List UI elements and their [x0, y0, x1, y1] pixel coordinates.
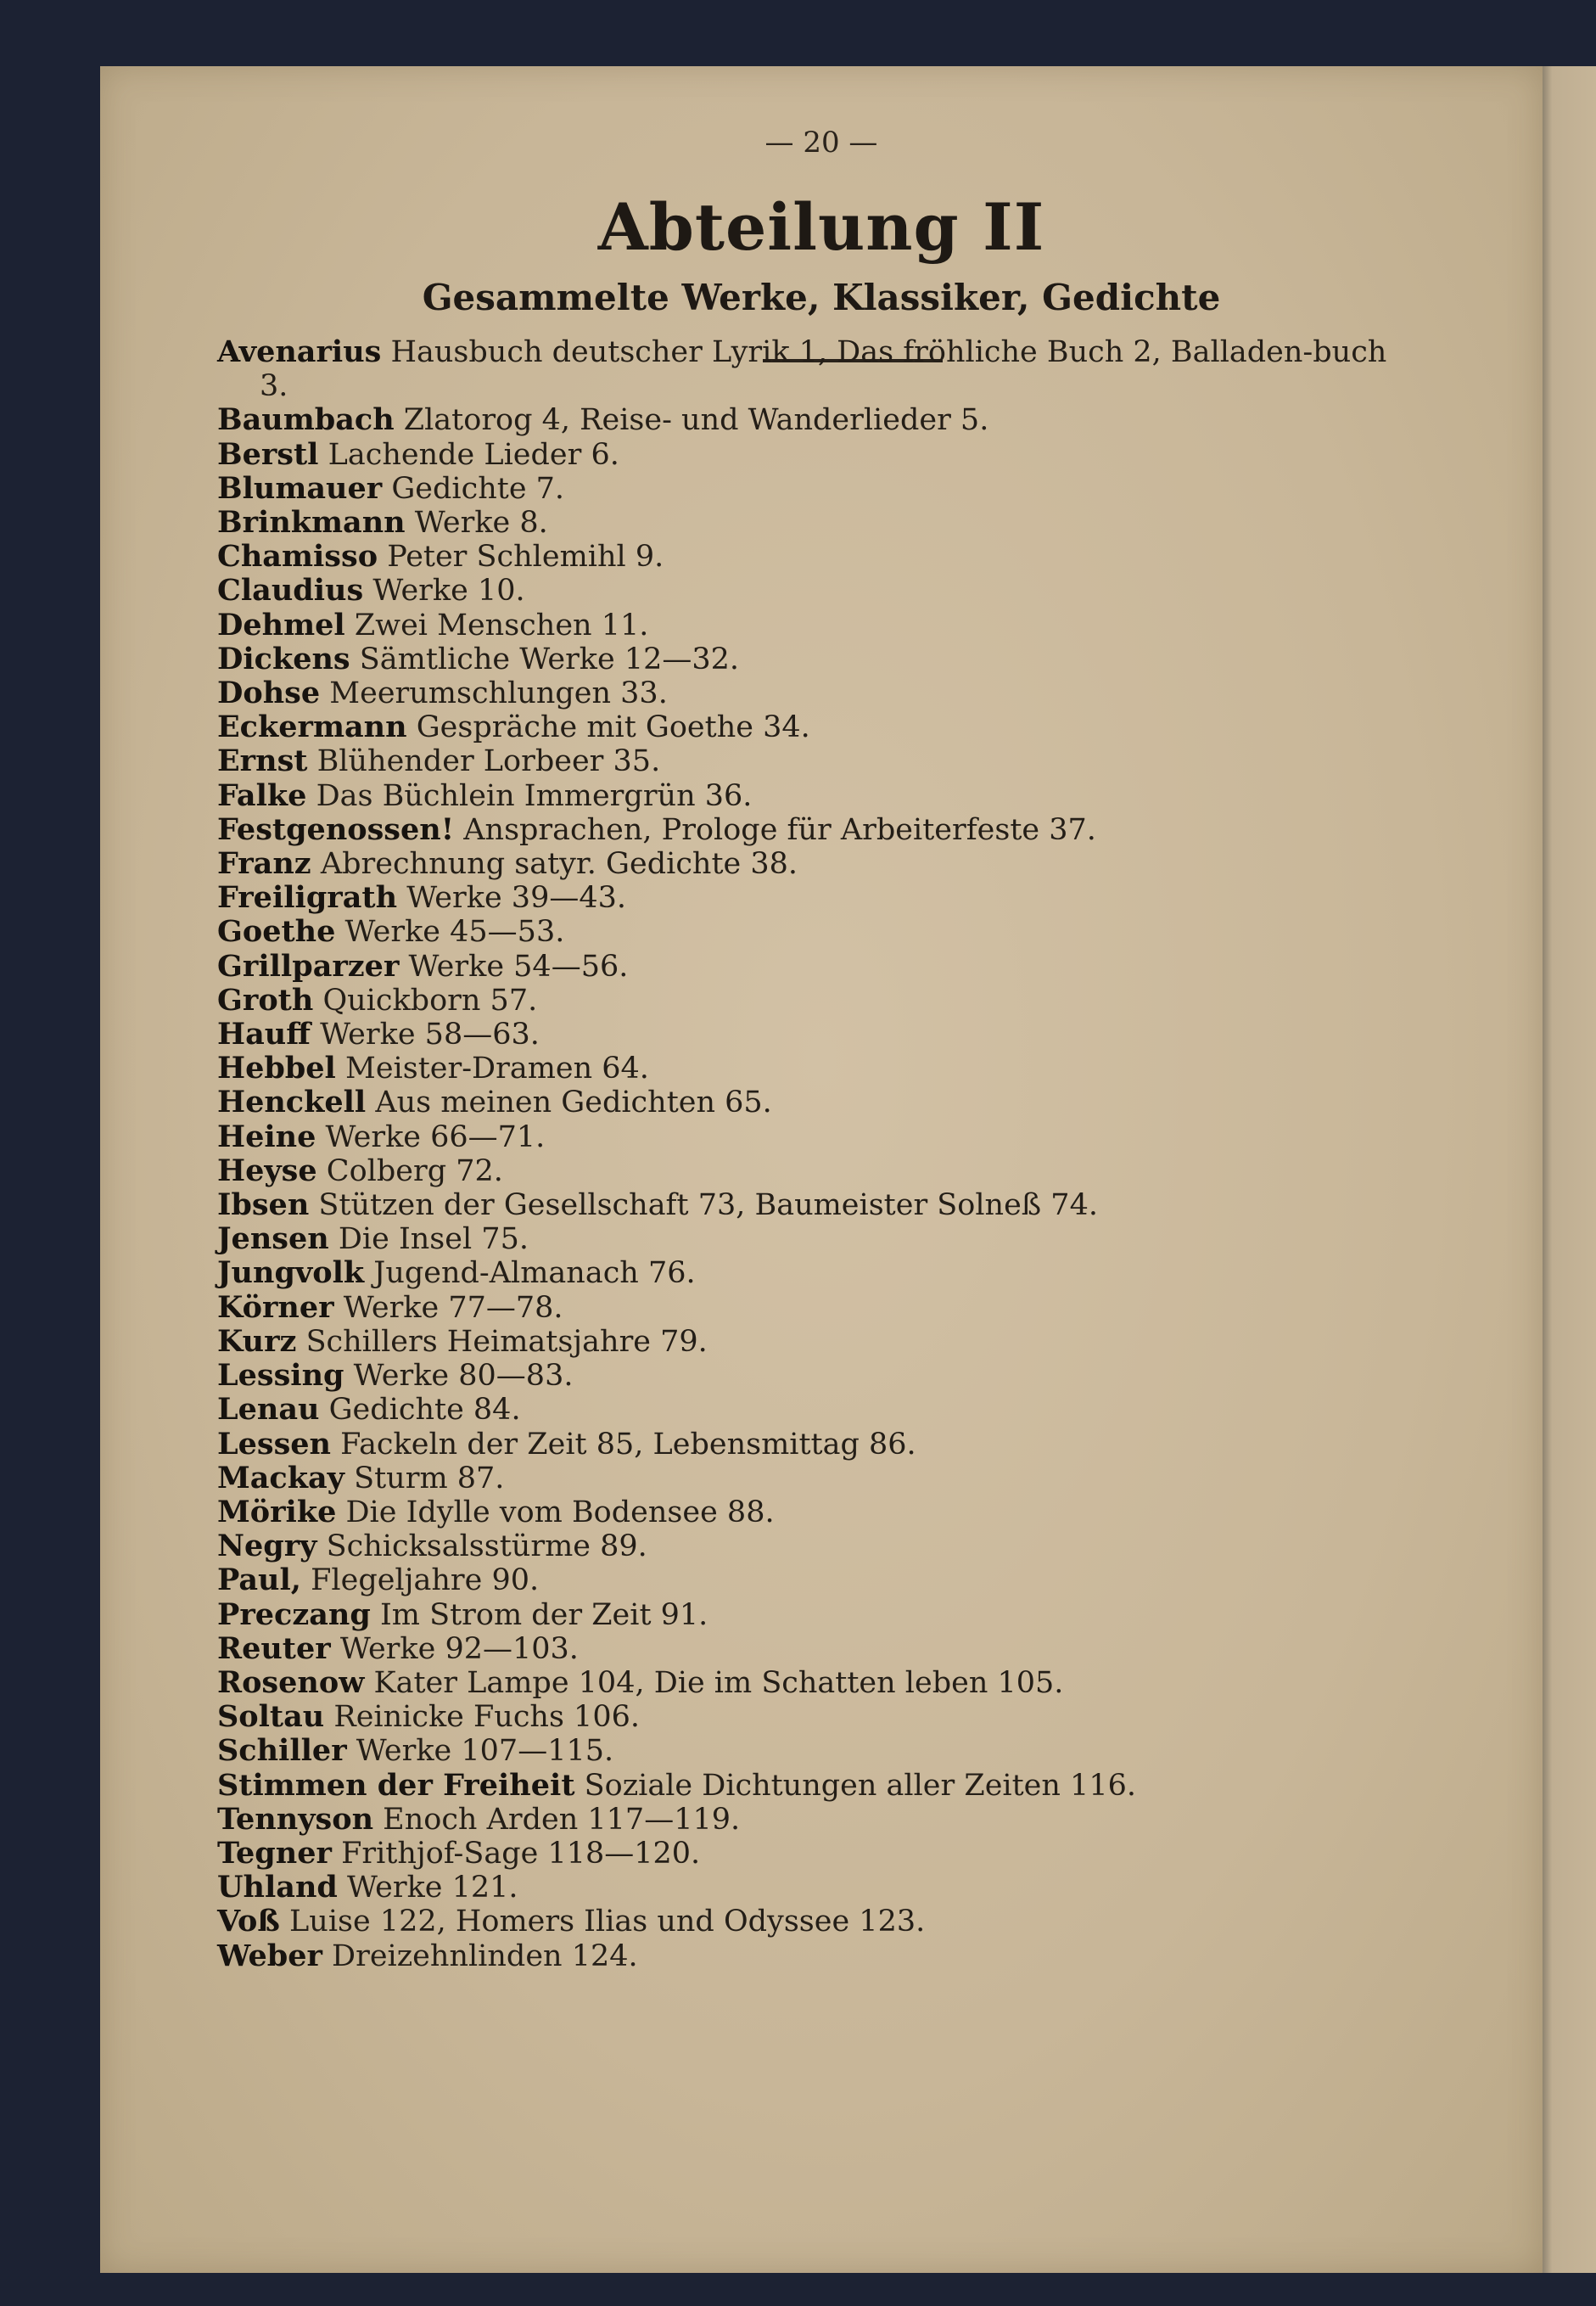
entry-works: Das Büchlein Immergrün 36.	[316, 778, 753, 813]
list-item	[217, 1086, 1405, 1119]
list-item	[217, 540, 1405, 574]
entry-works: Gedichte 84.	[328, 1393, 521, 1428]
list-item	[217, 779, 1405, 813]
entry-works: Werke 10.	[372, 574, 525, 609]
list-item	[217, 744, 1405, 778]
entry-author: Mörike	[217, 1494, 337, 1529]
list-item	[217, 472, 1405, 506]
list-item	[217, 1325, 1405, 1359]
list-item	[217, 1871, 1405, 1905]
list-item	[217, 1120, 1405, 1154]
list-item	[217, 335, 1405, 403]
entry-works: Werke 39—43.	[406, 881, 626, 916]
entry-works: Kater Lampe 104, Die im Schatten leben 105.	[373, 1665, 1064, 1700]
entry-works: Soziale Dichtungen aller Zeiten 116.	[584, 1768, 1136, 1803]
list-item	[217, 1462, 1405, 1495]
entry-author: Jensen	[217, 1221, 329, 1257]
list-item	[217, 574, 1405, 608]
list-item	[217, 1905, 1405, 1938]
entry-author: Eckermann	[217, 710, 407, 745]
list-item	[217, 1428, 1405, 1462]
entry-author: Negry	[217, 1529, 317, 1564]
entry-works: Zlatorog 4, Reise- und Wanderlieder 5.	[403, 403, 989, 438]
entry-works: Werke 77—78.	[343, 1290, 563, 1325]
entry-works: Werke 8.	[414, 506, 548, 541]
list-item	[217, 1052, 1405, 1086]
list-item	[217, 1018, 1405, 1052]
entry-author: Uhland	[217, 1870, 338, 1905]
entry-works: Aus meinen Gedichten 65.	[375, 1086, 772, 1120]
list-item	[217, 1188, 1405, 1222]
entry-author: Hauff	[217, 1017, 311, 1052]
entry-works: Sämtliche Werke 12—32.	[359, 642, 740, 676]
entry-author: Stimmen der Freiheit	[217, 1767, 575, 1803]
entry-author: Groth	[217, 982, 314, 1018]
entry-author: Lenau	[217, 1392, 320, 1428]
entry-author: Goethe	[217, 914, 336, 950]
entry-author: Berstl	[217, 436, 319, 472]
entry-works: Reinicke Fuchs 106.	[333, 1700, 640, 1735]
list-item	[217, 1256, 1405, 1290]
list-item	[217, 1939, 1405, 1973]
entry-author: Lessen	[217, 1426, 332, 1462]
entry-author: Lessing	[217, 1358, 344, 1394]
entry-works: Hausbuch deutscher Lyrik 1, Das fröhliche Buch 2, Balladen-buch 3.	[260, 335, 1387, 404]
entry-works: Werke 80—83.	[353, 1359, 574, 1394]
entry-works: Blühender Lorbeer 35.	[316, 744, 661, 779]
list-item	[217, 1803, 1405, 1837]
list-item	[217, 676, 1405, 710]
list-item	[217, 403, 1405, 437]
entry-works: Flegeljahre 90.	[311, 1563, 540, 1598]
entry-works: Lachende Lieder 6.	[328, 437, 619, 472]
entry-works: Sturm 87.	[354, 1461, 505, 1495]
list-item	[217, 1495, 1405, 1529]
entry-works: Meerumschlungen 33.	[329, 676, 668, 711]
entry-works: Schicksalsstürme 89.	[326, 1529, 647, 1564]
list-item	[217, 1563, 1405, 1597]
entry-works: Werke 54—56.	[408, 949, 629, 984]
entry-author: Falke	[217, 777, 307, 813]
entry-works: Werke 121.	[347, 1871, 518, 1905]
entry-author: Paul,	[217, 1563, 301, 1598]
entry-works: Meister-Dramen 64.	[345, 1052, 649, 1086]
entry-author: Rosenow	[217, 1664, 365, 1700]
entry-works: Schillers Heimatsjahre 79.	[305, 1324, 708, 1359]
list-item	[217, 609, 1405, 642]
entry-works: Frithjof-Sage 118—120.	[341, 1836, 701, 1871]
entry-works: Im Strom der Zeit 91.	[379, 1597, 708, 1632]
entry-author: Jungvolk	[217, 1255, 365, 1291]
list-item	[217, 1222, 1405, 1256]
entry-works: Abrechnung satyr. Gedichte 38.	[320, 847, 798, 882]
entry-author: Tegner	[217, 1835, 332, 1871]
entry-author: Hebbel	[217, 1051, 336, 1086]
entry-author: Blumauer	[217, 470, 383, 506]
entry-author: Weber	[217, 1938, 322, 1973]
list-item	[217, 847, 1405, 881]
list-item	[217, 1666, 1405, 1700]
entry-author: Baumbach	[217, 402, 395, 438]
entry-author: Tennyson	[217, 1801, 374, 1837]
section-subheading: Gesammelte Werke, Klassiker, Gedichte	[422, 277, 1221, 318]
list-item	[217, 1837, 1405, 1871]
entry-works: Ansprachen, Prologe für Arbeiterfeste 37.	[463, 812, 1096, 847]
list-item	[217, 710, 1405, 744]
list-item	[217, 1598, 1405, 1632]
entry-works: Werke 45—53.	[344, 915, 565, 950]
entry-works: Werke 58—63.	[320, 1018, 540, 1052]
list-item	[217, 1154, 1405, 1188]
entry-author: Ibsen	[217, 1187, 310, 1223]
entry-author: Mackay	[217, 1460, 344, 1495]
list-item	[217, 1393, 1405, 1427]
entry-works: Die Idylle vom Bodensee 88.	[345, 1495, 775, 1529]
entry-works: Colberg 72.	[326, 1153, 503, 1188]
list-item	[217, 1529, 1405, 1563]
entry-author: Soltau	[217, 1699, 325, 1735]
entry-author: Henckell	[217, 1085, 367, 1120]
page-number: — 20 —	[764, 126, 878, 160]
entry-works: Werke 66—71.	[325, 1119, 546, 1154]
entry-author: Reuter	[217, 1630, 331, 1666]
list-item	[217, 950, 1405, 984]
entry-author: Preczang	[217, 1596, 371, 1632]
entry-works: Zwei Menschen 11.	[354, 608, 649, 642]
entry-author: Festgenossen!	[217, 811, 455, 847]
entry-author: Ernst	[217, 743, 308, 779]
entry-author: Kurz	[217, 1323, 297, 1359]
entry-author: Heyse	[217, 1153, 317, 1188]
entry-author: Dohse	[217, 676, 321, 711]
entry-author: Franz	[217, 846, 311, 882]
entry-works: Werke 107—115.	[356, 1734, 614, 1769]
list-item	[217, 1700, 1405, 1734]
list-item	[217, 1632, 1405, 1666]
entry-author: Voß	[217, 1904, 280, 1939]
entry-works: Luise 122, Homers Ilias und Odyssee 123.	[289, 1905, 926, 1939]
entry-works: Quickborn 57.	[322, 983, 538, 1018]
entry-author: Chamisso	[217, 539, 378, 575]
list-item	[217, 642, 1405, 676]
entry-author: Brinkmann	[217, 505, 406, 541]
entry-author: Körner	[217, 1289, 334, 1325]
entry-author: Grillparzer	[217, 948, 400, 984]
section-heading: Abteilung II	[597, 189, 1045, 265]
entry-works: Die Insel 75.	[338, 1222, 529, 1257]
entry-works: Fackeln der Zeit 85, Lebensmittag 86.	[340, 1427, 916, 1462]
entry-works: Peter Schlemihl 9.	[387, 540, 664, 575]
list-item	[217, 438, 1405, 472]
entry-works: Gedichte 7.	[391, 471, 565, 506]
entry-author: Dickens	[217, 641, 350, 676]
entry-works: Enoch Arden 117—119.	[383, 1802, 741, 1837]
list-item	[217, 506, 1405, 540]
list-item	[217, 1769, 1405, 1803]
entry-author: Avenarius	[217, 334, 382, 369]
list-item	[217, 1291, 1405, 1325]
list-item	[217, 1734, 1405, 1768]
list-item	[217, 881, 1405, 915]
entry-works: Dreizehnlinden 124.	[332, 1938, 638, 1973]
author-list	[217, 335, 1405, 1973]
list-item	[217, 813, 1405, 847]
entry-author: Dehmel	[217, 607, 345, 642]
entry-works: Werke 92—103.	[339, 1631, 579, 1666]
entry-works: Gespräche mit Goethe 34.	[416, 710, 810, 745]
list-item	[217, 915, 1405, 949]
list-item	[217, 984, 1405, 1018]
entry-author: Claudius	[217, 573, 364, 609]
entry-works: Stützen der Gesellschaft 73, Baumeister Solneß 74.	[318, 1188, 1098, 1223]
entry-works: Jugend-Almanach 76.	[373, 1256, 696, 1291]
entry-author: Heine	[217, 1119, 316, 1154]
list-item	[217, 1359, 1405, 1393]
entry-author: Freiligrath	[217, 880, 398, 916]
entry-author: Schiller	[217, 1733, 347, 1769]
next-page-edge	[1543, 66, 1596, 2273]
